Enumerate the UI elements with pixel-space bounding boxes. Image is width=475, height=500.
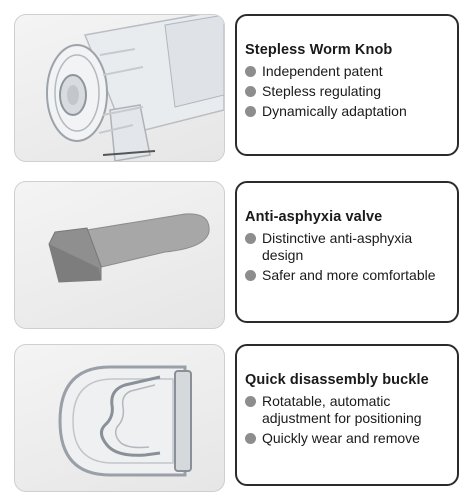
valve-text-card [235,181,459,323]
buckle-illustration [15,345,224,491]
worm-knob-text-card [235,14,459,156]
buckle-text-card [235,344,459,486]
list-item: Rotatable, automatic adjustment for positioning [245,393,457,427]
worm-knob-illustration [15,15,224,161]
list-item: Quickly wear and remove [245,430,457,447]
feature-title: Stepless Worm Knob [245,42,393,58]
buckle-image [14,344,225,492]
feature-title: Anti-asphyxia valve [245,209,383,225]
valve-image [14,181,225,329]
worm-knob-image [14,14,225,162]
list-item: Distinctive anti-asphyxia design [245,230,457,264]
bullet-dot-icon [245,86,256,97]
feature-row-quick-buckle [0,344,475,492]
valve-illustration [15,182,224,328]
list-item: Independent patent [245,63,457,80]
bullet-dot-icon [245,433,256,444]
feature-bullet-list [245,230,457,284]
feature-bullet-list [245,393,457,447]
bullet-dot-icon [245,270,256,281]
bullet-dot-icon [245,106,256,117]
bullet-dot-icon [245,233,256,244]
list-item: Dynamically adaptation [245,103,457,120]
list-item: Safer and more comfortable [245,267,457,284]
bullet-dot-icon [245,396,256,407]
feature-bullet-list [245,63,457,120]
feature-row-anti-asphyxia-valve [0,181,475,329]
bullet-dot-icon [245,66,256,77]
list-item: Stepless regulating [245,83,457,100]
feature-title: Quick disassembly buckle [245,372,429,388]
feature-row-worm-knob [0,14,475,162]
